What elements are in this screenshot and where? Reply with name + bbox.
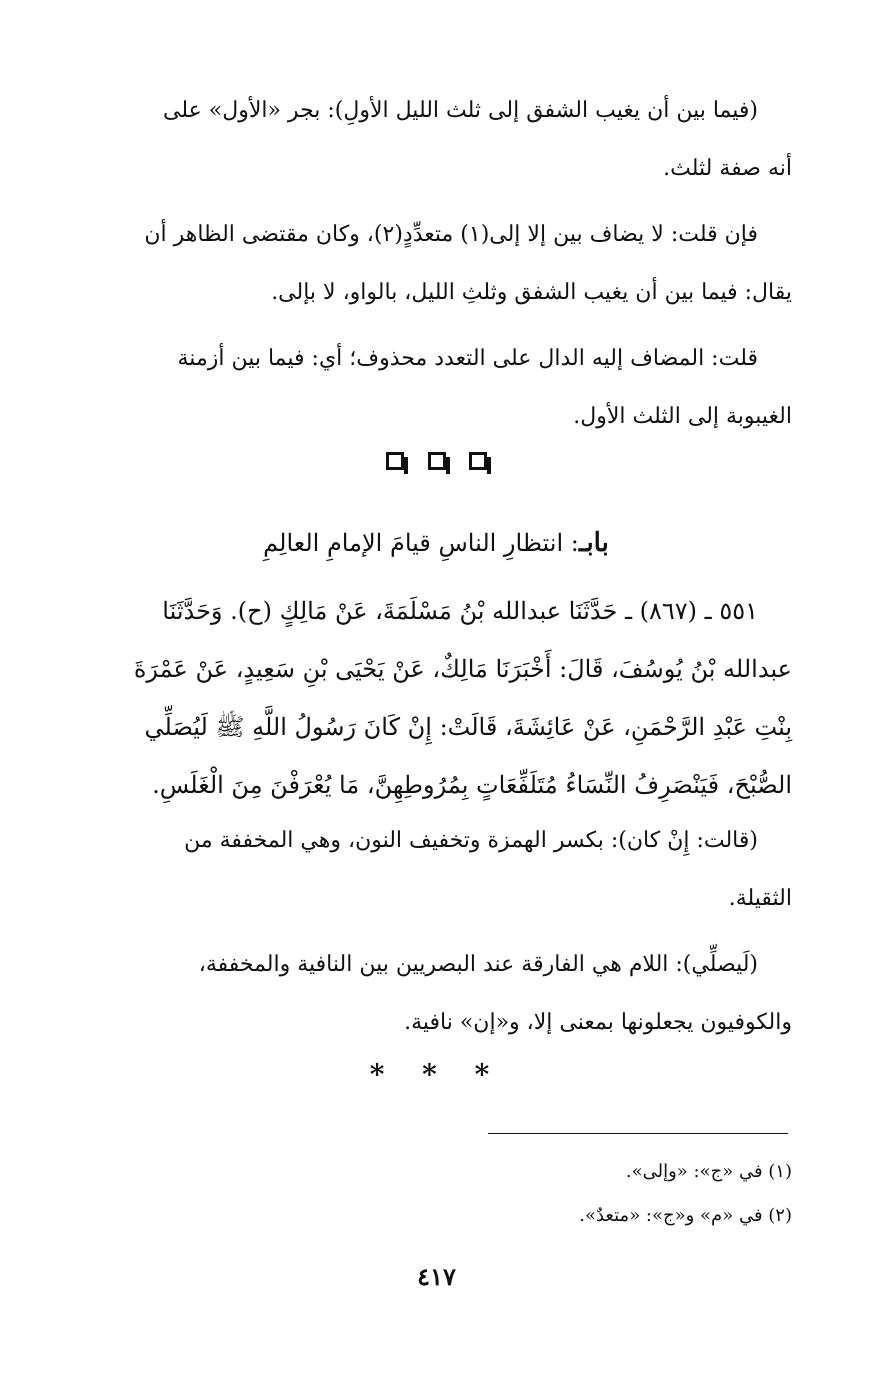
- paragraph-4: [80, 812, 792, 928]
- section-separator-squares: [0, 452, 873, 474]
- paragraph-2-line-2: يقال: فيما بين أن يغيب الشفق وثلثِ الليل، بالواو، لا بإلى.: [271, 280, 792, 305]
- paragraph-5: [80, 936, 792, 1052]
- paragraph-5-line-2: والكوفيون يجعلونها بمعنى إلا، و«إن» نافية.: [404, 1010, 792, 1035]
- commentary-bottom: [80, 812, 792, 1060]
- paragraph-5-line-1: (لَيصلِّي): اللام هي الفارقة عند البصريين بين النافية والمخففة،: [198, 952, 758, 977]
- square-icon: [386, 452, 404, 470]
- square-icon: [428, 452, 446, 470]
- paragraph-3-line-1: قلت: المضاف إليه الدال على التعدد محذوف؛ أي: فيما بين أزمنة: [177, 346, 758, 371]
- paragraph-4-line-2: الثقيلة.: [728, 886, 792, 911]
- paragraph-1-line-2: أنه صفة لثلث.: [663, 156, 792, 181]
- paragraph-3-line-2: الغيبوبة إلى الثلث الأول.: [573, 404, 792, 429]
- footnote-1: (١) في «ج»: «وإلى».: [625, 1161, 792, 1182]
- paragraph-1-line-1: (فيما بين أن يغيب الشفق إلى ثلث الليل الأولِ): بجر «الأول» على: [163, 98, 758, 123]
- hadith-line-4: الصُّبْحَ، فَيَنْصَرِفُ النِّسَاءُ مُتَلَفِّعَاتٍ بِمُرُوطِهِنَّ، مَا يُعْرَفْنَ مِنَ الْغَلَسِ.: [152, 771, 792, 799]
- hadith-line-3: بِنْتِ عَبْدِ الرَّحْمَنِ، عَنْ عَائِشَةَ، قَالَتْ: إِنْ كَانَ رَسُولُ اللَّهِ ﷺ لَيُصَلِّي: [144, 713, 792, 741]
- paragraph-4-line-1: (قالت: إِنْ كان): بكسر الهمزة وتخفيف النون، وهي المخففة من: [184, 828, 758, 853]
- square-icon: [469, 452, 487, 470]
- footnote-2: (٢) في «م» و«ج»: «متعدٌ».: [579, 1205, 792, 1226]
- hadith-text: [80, 582, 792, 814]
- hadith-line-1: ٥٥١ ـ (٨٦٧) ـ حَدَّثَنَا عبدالله بْنُ مَسْلَمَةَ، عَنْ مَالِكٍ (ح). وَحَدَّثَنَا: [162, 597, 758, 625]
- hadith-line-2: عبدالله بْنُ يُوسُفَ، قَالَ: أَخْبَرَنَا مَالِكٌ، عَنْ يَحْيَى بْنِ سَعِيدٍ، عَنْ عَمْرَةَ: [133, 655, 792, 683]
- paragraph-1: [80, 82, 792, 198]
- chapter-heading: [80, 518, 792, 568]
- footnote-rule: [488, 1133, 788, 1134]
- paragraph-3: [80, 330, 792, 446]
- paragraph-2: [80, 206, 792, 322]
- chapter-label: بابـ: [578, 528, 609, 558]
- commentary-top: [80, 82, 792, 454]
- chapter-title: : انتظارِ الناسِ قيامَ الإمامِ العالِمِ: [263, 529, 579, 557]
- separator-stars: * * *: [369, 1058, 504, 1091]
- page-number: ٤١٧: [417, 1262, 456, 1291]
- footnotes: [80, 1150, 792, 1238]
- paragraph-2-line-1: فإن قلت: لا يضاف بين إلا إلى(١) متعدِّدٍ(٢)، وكان مقتضى الظاهر أن: [144, 222, 758, 247]
